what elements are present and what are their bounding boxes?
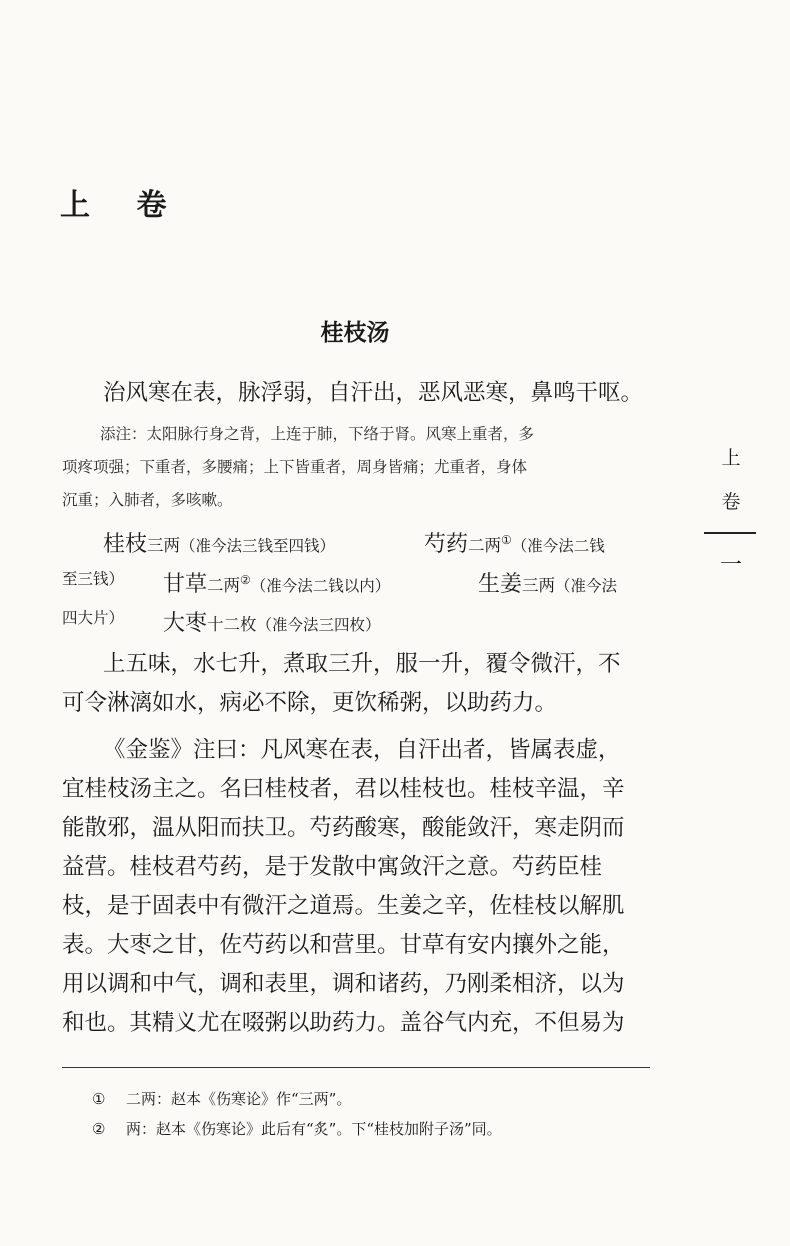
recipe-title: 桂枝汤 [320,320,390,346]
ingredient-note: 至三钱） [62,570,125,588]
ingredient-note: 四大片） [62,609,125,627]
side-tab-char: 上 [721,447,741,469]
footnote-divider [62,1067,650,1068]
side-tab-rule [704,532,756,534]
ingredient-guizhi [103,527,335,558]
footnote-mark: ① [92,1090,106,1108]
annotation-line: 沉重；入肺者，多咳嗽。 [62,491,233,509]
ingredient-note: （准今法 [555,577,618,595]
footnote-ref: ① [501,533,512,547]
ingredient-note: （准今法二钱以内） [250,577,391,595]
commentary-line: 和也。其精义尤在啜粥以助药力。盖谷气内充，不但易为 [62,1010,625,1036]
footnote [92,1088,351,1109]
ingredient-amount: 二两 [207,576,241,595]
commentary-line: 《金鉴》注曰：凡风寒在表，自汗出者，皆属表虚， [103,737,621,763]
commentary-line: 表。大枣之甘，佐芍药以和营里。甘草有安内攘外之能， [62,932,625,958]
footnote-ref: ② [240,573,251,587]
indication-text: 治风寒在表，脉浮弱，自汗出，恶风恶寒，鼻鸣干呕。 [103,380,644,406]
page-number: 一 [719,553,742,578]
ingredient-amount: 三两 [147,536,181,555]
ingredient-note: （准今法二钱 [511,537,605,555]
commentary-line: 用以调和中气，调和表里，调和诸药，乃刚柔相济，以为 [62,971,625,997]
ingredient-shengjiang [478,567,617,598]
ingredient-shaoyao [424,527,605,558]
ingredient-name: 甘草 [163,572,208,597]
ingredient-name: 桂枝 [103,532,148,557]
ingredient-dazao [163,606,381,637]
ingredient-name: 大枣 [163,611,208,636]
ingredient-shengjiang-cont [62,606,124,628]
ingredient-name: 芍药 [424,532,469,557]
commentary-line: 宜桂枝汤主之。名曰桂枝者，君以桂枝也。桂枝辛温，辛 [62,776,625,802]
ingredient-amount: 二两 [468,536,502,555]
ingredient-note: （准今法三钱至四钱） [180,537,336,555]
ingredient-amount: 三两 [522,576,556,595]
annotation-line: 项疼项强；下重者，多腰痛；上下皆重者，周身皆痛；尤重者，身体 [62,458,528,476]
method-line: 可令淋漓如水，病必不除，更饮稀粥，以助药力。 [62,690,558,716]
ingredient-gancao [163,567,390,598]
method-line: 上五味，水七升，煮取三升，服一升，覆令微汗，不 [103,651,621,677]
ingredient-amount: 十二枚 [207,615,257,634]
ingredient-name: 生姜 [478,572,523,597]
footnote-text: 二两：赵本《伤寒论》作“三两”。 [126,1090,352,1108]
side-tab-char: 卷 [721,491,741,513]
chapter-title: 上 卷 [60,188,185,223]
footnote-text: 两：赵本《伤寒论》此后有“炙”。下“桂枝加附子汤”同。 [126,1120,502,1138]
footnote [92,1118,502,1139]
ingredient-shaoyao-cont [62,567,124,589]
commentary-line: 益营。桂枝君芍药，是于发散中寓敛汗之意。芍药臣桂 [62,854,603,880]
ingredient-note: （准今法三四枚） [256,616,381,634]
annotation-line: 添注：太阳脉行身之背，上连于肺，下络于肾。风寒上重者，多 [100,425,535,443]
footnote-mark: ② [92,1120,106,1138]
commentary-line: 枝，是于固表中有微汗之道焉。生姜之辛，佐桂枝以解肌 [62,893,625,919]
commentary-line: 能散邪，温从阳而扶卫。芍药酸寒，酸能敛汗，寒走阴而 [62,815,625,841]
